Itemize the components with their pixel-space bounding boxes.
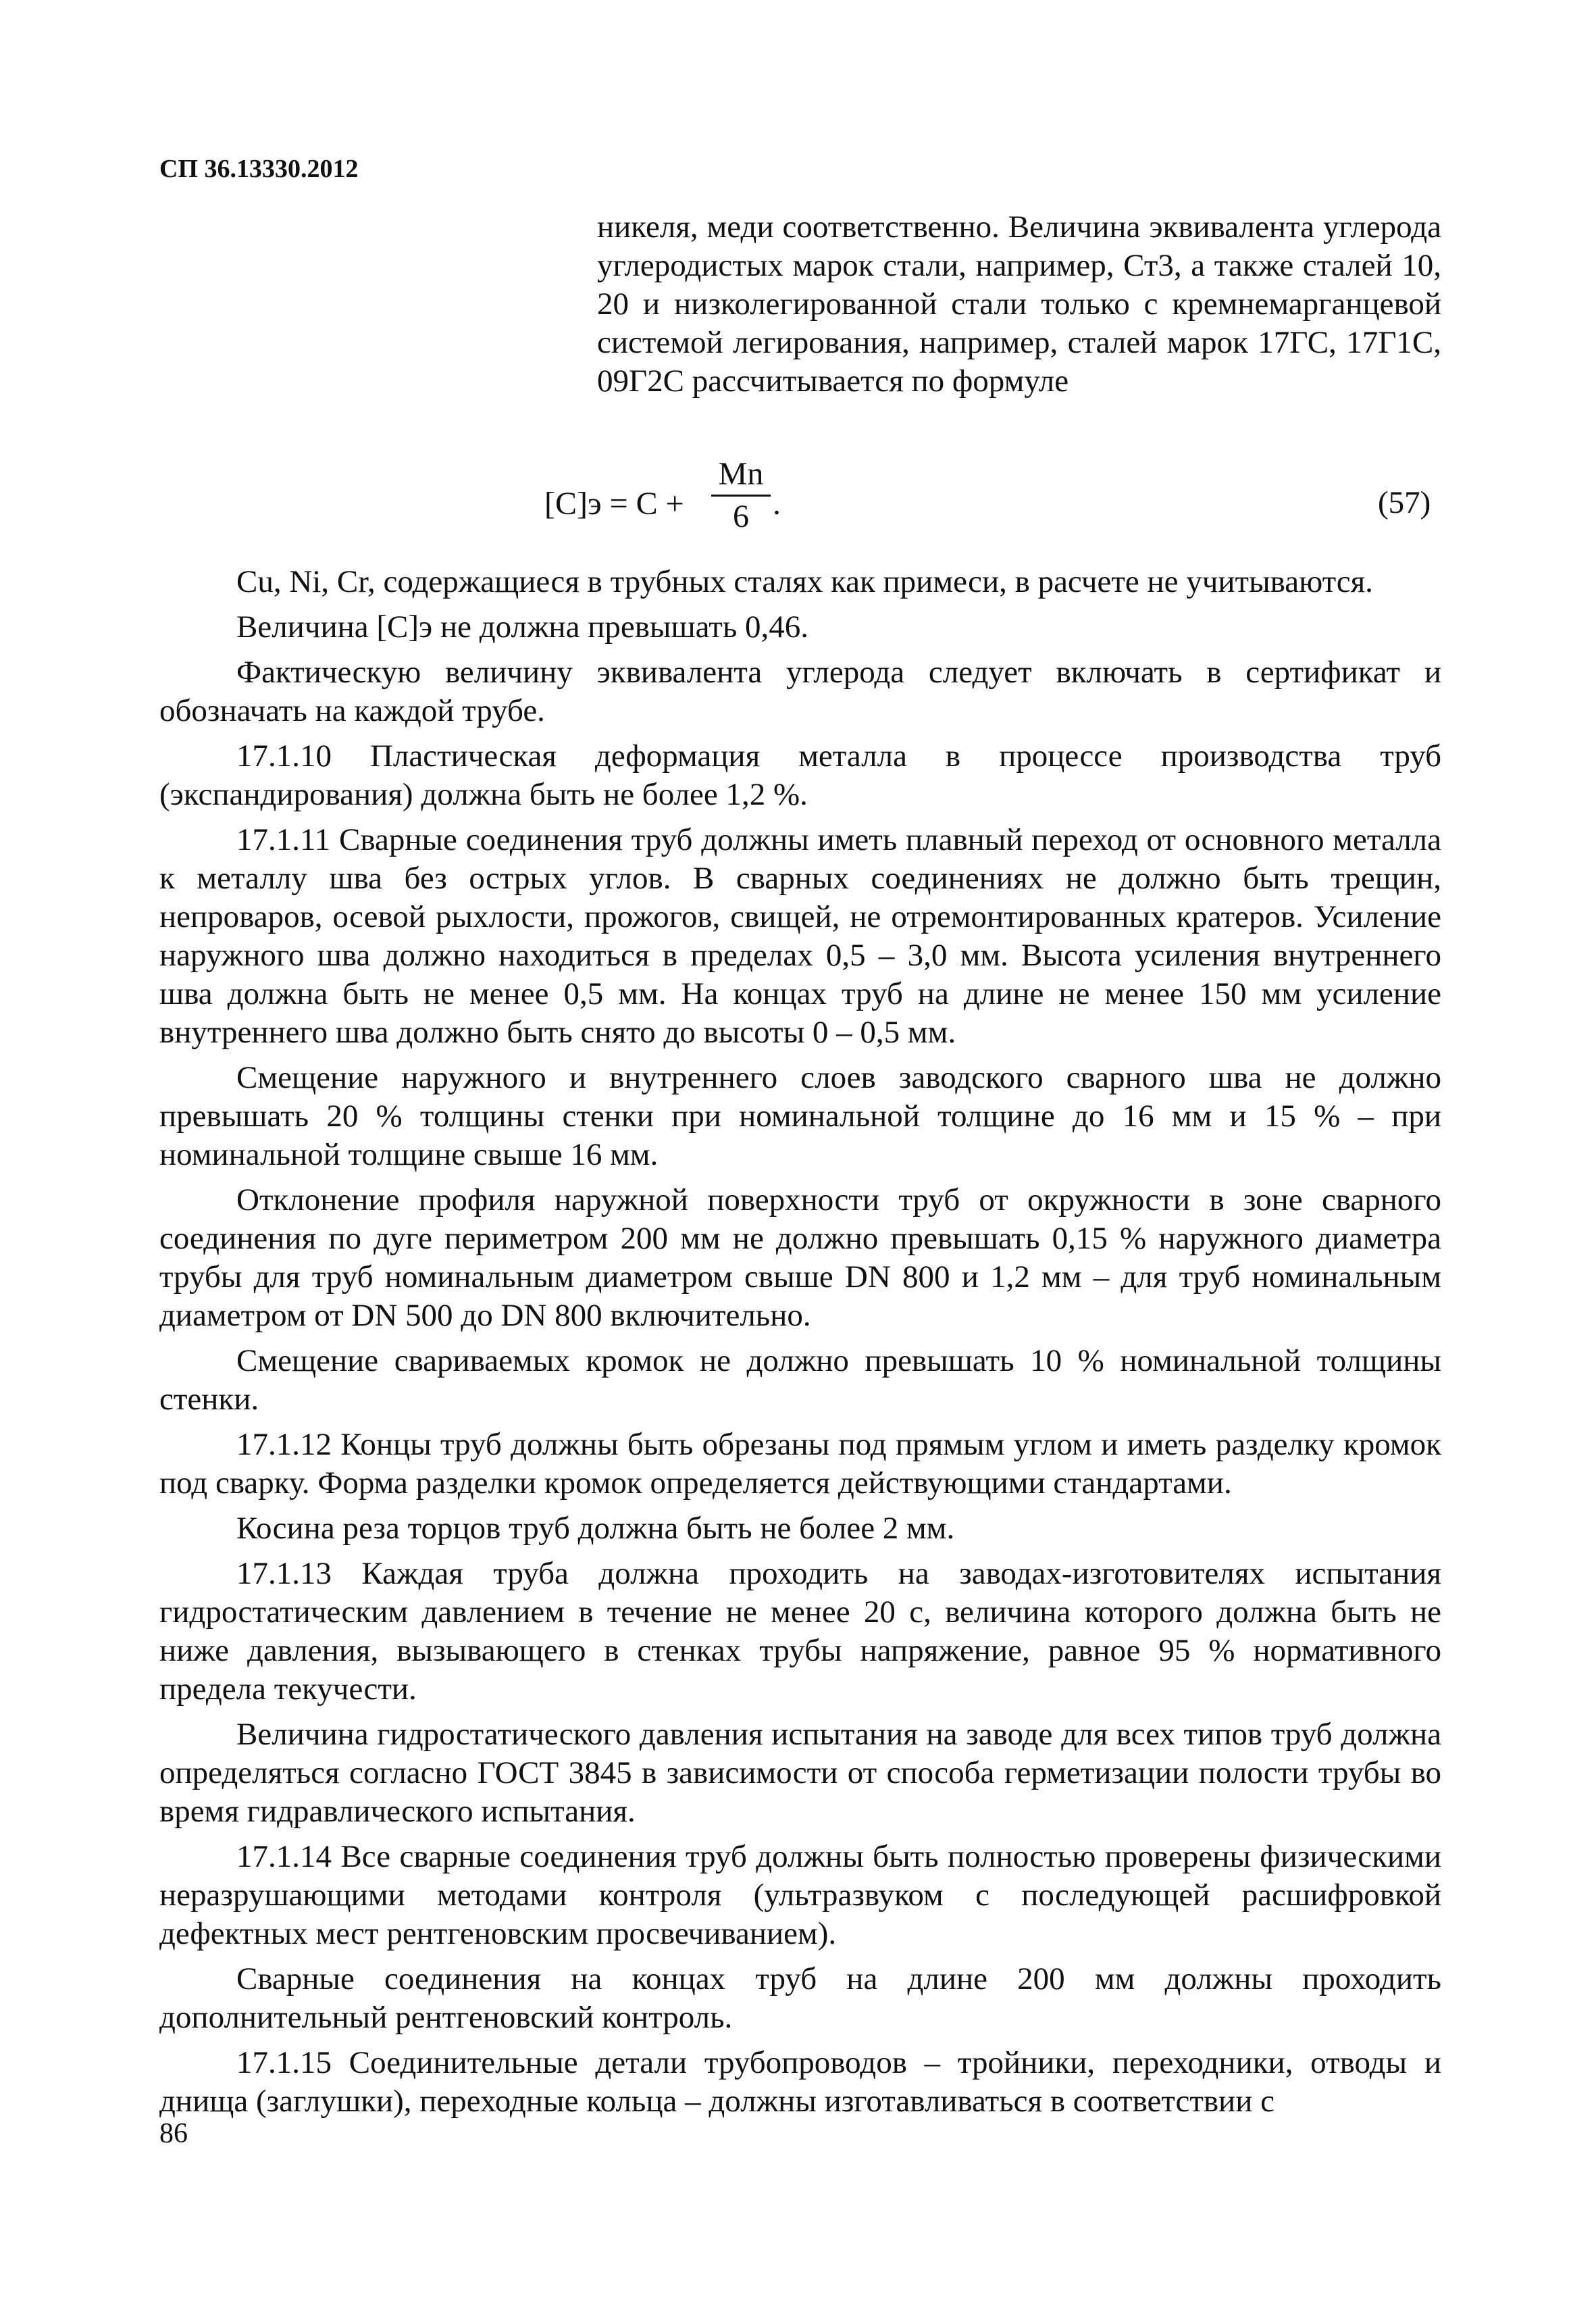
paragraph: 17.1.14 Все сварные соединения труб должны быть полностью проверены физическими неразрушающими методами контроля (ультразвуком с последующей расшифровкой дефектных мест рентгеновским просвечиванием). [159, 1839, 1441, 1951]
paragraph: 17.1.12 Концы труб должны быть обрезаны под прямым углом и иметь разделку кромок под сварку. Форма разделки кромок определяется действующими стандартами. [159, 1427, 1441, 1501]
paragraph: Отклонение профиля наружной поверхности труб от окружности в зоне сварного соединения по дуге периметром 200 мм не должно превышать 0,15 % наружного диаметра трубы для труб номинальным диаметром свыше DN 800 и 1,2 мм – для труб номинальным диаметром от DN 500 до DN 800 включительно. [159, 1182, 1441, 1333]
paragraph: Фактическую величину эквивалента углерода следует включать в сертификат и обозначать на каждой трубе. [159, 655, 1441, 728]
paragraph: 17.1.13 Каждая труба должна проходить на заводах-изготовителях испытания гидростатическим давлением в течение не менее 20 с, величина которого должна быть не ниже давления, вызывающего в стенках трубы напряжение, равное 95 % нормативного предела текучести. [159, 1556, 1441, 1707]
fraction-bar [711, 495, 771, 497]
paragraph: Сварные соединения на концах труб на длине 200 мм должны проходить дополнительный рентгеновский контроль. [159, 1961, 1441, 2035]
equation-number: (57) [1378, 485, 1431, 520]
formula-fraction [711, 457, 771, 534]
paragraph: 17.1.15 Соединительные детали трубопроводов – тройники, переходники, отводы и днища (заглушки), переходные кольца – должны изготавливаться в соответствии с [159, 2045, 1441, 2119]
intro-paragraph: никеля, меди соответственно. Величина эквивалента углерода углеродистых марок стали, например, Ст3, а также сталей 10, 20 и низколегированной стали только с кремнемарганцевой системой легирования, например, сталей марок 17ГС, 17Г1С, 09Г2С рассчитывается по формуле [597, 209, 1441, 399]
formula-tail: . [773, 486, 781, 522]
paragraph: Величина гидростатического давления испытания на заводе для всех типов труб должна определяться согласно ГОСТ 3845 в зависимости от способа герметизации полости трубы во время гидравлического испытания. [159, 1717, 1441, 1829]
formula-denominator: 6 [733, 499, 749, 534]
formula-numerator: Mn [718, 456, 764, 492]
paragraph: Cu, Ni, Cr, содержащиеся в трубных сталях как примеси, в расчете не учитываются. [236, 564, 1373, 599]
paragraph: Смещение наружного и внутреннего слоев заводского сварного шва не должно превышать 20 % толщины стенки при номинальной толщине до 16 мм и 15 % – при номинальной толщине свыше 16 мм. [159, 1060, 1441, 1172]
paragraph: 17.1.10 Пластическая деформация металла в процессе производства труб (экспандирования) должна быть не более 1,2 %. [159, 738, 1441, 812]
document-code-header: СП 36.13330.2012 [159, 155, 359, 183]
paragraph: Смещение свариваемых кромок не должно превышать 10 % номинальной толщины стенки. [159, 1343, 1441, 1417]
paragraph: Величина [C]э не должна превышать 0,46. [236, 609, 809, 645]
body-text [159, 563, 1441, 2128]
formula-lhs: [C]э = C + [544, 486, 684, 522]
page-number: 86 [159, 2118, 188, 2149]
paragraph: 17.1.11 Сварные соединения труб должны иметь плавный переход от основного металла к металлу шва без острых углов. В сварных соединениях не должно быть трещин, непроваров, осевой рыхлости, прожогов, свищей, не отремонтированных кратеров. Усиление наружного шва должно находиться в пределах 0,5 – 3,0 мм. Высота усиления внутреннего шва должна быть не менее 0,5 мм. На концах труб на длине не менее 150 мм усиление внутреннего шва должно быть снято до высоты 0 – 0,5 мм. [159, 822, 1441, 1050]
paragraph: Косина реза торцов труб должна быть не более 2 мм. [236, 1511, 955, 1546]
